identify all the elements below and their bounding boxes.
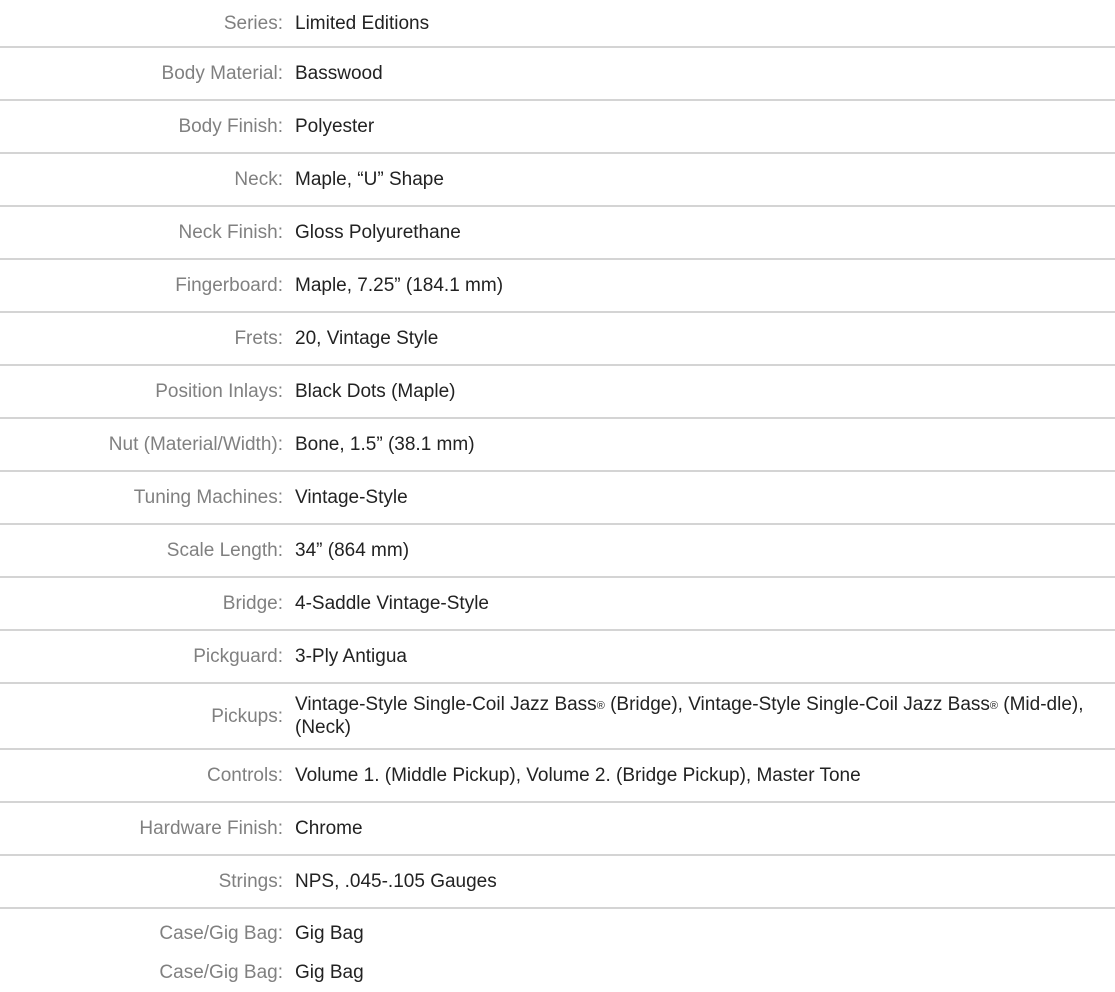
spec-value: Maple, “U” Shape [283,153,1115,206]
spec-row-nut [0,418,1115,471]
spec-label: Pickups [211,705,278,727]
spec-row-neck-finish [0,206,1115,259]
spec-label-colon: : [277,765,283,786]
spec-label-colon: : [277,169,283,190]
spec-label: Scale Length [166,540,278,561]
spec-label: Case/Gig Bag [159,923,278,944]
spec-label: Strings [218,871,278,892]
spec-label-colon: : [277,12,283,34]
spec-label-cell [0,749,283,802]
spec-label-colon: : [277,222,283,243]
spec-value: Gig Bag [295,923,364,944]
spec-row-tuning-machines [0,471,1115,524]
spec-label-colon: : [277,487,283,508]
spec-row-case-gig-bag-duplicate [0,958,1115,986]
spec-label-cell [0,153,283,206]
spec-label: Position Inlays [155,381,278,402]
spec-value: Gig Bag [295,961,364,983]
spec-label-cell [0,471,283,524]
spec-label: Pickguard [193,646,278,667]
spec-row-bridge [0,577,1115,630]
spec-value: 4-Saddle Vintage-Style [283,577,1115,630]
spec-row-scale-length [0,524,1115,577]
spec-label-cell [0,958,283,986]
spec-row-body-material [0,47,1115,100]
spec-label: Bridge [222,593,278,614]
spec-value: Volume 1. (Middle Pickup), Volume 2. (Bridge Pickup), Master Tone [283,749,1115,802]
spec-label-colon: : [277,381,283,402]
spec-value: 20, Vintage Style [283,312,1115,365]
spec-label-cell [0,908,283,958]
spec-label: Neck Finish [178,222,278,243]
spec-label: Hardware Finish [139,818,278,839]
spec-label: Controls [206,765,278,786]
spec-label-cell [0,802,283,855]
spec-label-colon: : [277,646,283,667]
spec-label: Nut (Material/Width) [108,434,278,455]
spec-value: Chrome [283,802,1115,855]
spec-row-pickguard [0,630,1115,683]
spec-label-cell [0,683,283,749]
registered-mark: ® [989,700,998,712]
spec-value: Limited Editions [283,0,1115,47]
spec-label-colon: : [277,328,283,349]
spec-value: Basswood [283,47,1115,100]
spec-row-neck [0,153,1115,206]
spec-label: Body Finish [178,116,278,137]
spec-label-cell [0,365,283,418]
spec-row-fingerboard [0,259,1115,312]
spec-label-cell [0,630,283,683]
registered-mark: ® [596,700,605,712]
spec-label-colon: : [277,116,283,137]
spec-label-cell [0,312,283,365]
spec-label-colon: : [277,923,283,944]
spec-row-body-finish [0,100,1115,153]
spec-label-colon: : [277,705,283,727]
spec-label: Frets [234,328,278,349]
spec-label-cell [0,206,283,259]
spec-label: Body Material [161,63,278,84]
spec-value: NPS, .045-.105 Gauges [283,855,1115,908]
spec-label-colon: : [277,961,283,983]
spec-label: Neck [234,169,278,190]
spec-row-position-inlays [0,365,1115,418]
spec-row-controls [0,749,1115,802]
spec-value-text: Vintage-Style Single-Coil Jazz Bass [295,694,597,715]
spec-label: Fingerboard [175,275,278,296]
spec-label-cell [0,855,283,908]
spec-value: Maple, 7.25” (184.1 mm) [283,259,1115,312]
spec-label: Tuning Machines [133,487,278,508]
spec-value-text: (Mid-dle), (Neck) [295,694,1084,738]
spec-row-frets [0,312,1115,365]
spec-label-colon: : [277,818,283,839]
spec-value [283,683,1115,749]
spec-label-cell [0,259,283,312]
spec-row-strings [0,855,1115,908]
spec-label-colon: : [277,434,283,455]
spec-value-text: (Bridge), Vintage-Style Single-Coil Jazz Bass [604,694,990,715]
spec-value: Vintage-Style [283,471,1115,524]
spec-value: 3-Ply Antigua [283,630,1115,683]
spec-label-cell [0,47,283,100]
spec-label-colon: : [277,871,283,892]
spec-label-cell [0,577,283,630]
spec-label-colon: : [277,593,283,614]
spec-label-cell [0,100,283,153]
spec-value: Black Dots (Maple) [283,365,1115,418]
spec-label-colon: : [277,63,283,84]
spec-row-series [0,0,1115,47]
spec-row-hardware-finish [0,802,1115,855]
spec-row-case-gig-bag [0,908,1115,958]
spec-label: Series [223,12,278,34]
spec-value: Bone, 1.5” (38.1 mm) [283,418,1115,471]
spec-value: Gloss Polyurethane [283,206,1115,259]
spec-label-cell [0,418,283,471]
spec-label-cell [0,0,283,47]
spec-label-colon: : [277,540,283,561]
spec-label-colon: : [277,275,283,296]
spec-value: Polyester [283,100,1115,153]
spec-value: 34” (864 mm) [283,524,1115,577]
spec-label: Case/Gig Bag [159,961,278,983]
spec-row-pickups [0,683,1115,749]
spec-label-cell [0,524,283,577]
